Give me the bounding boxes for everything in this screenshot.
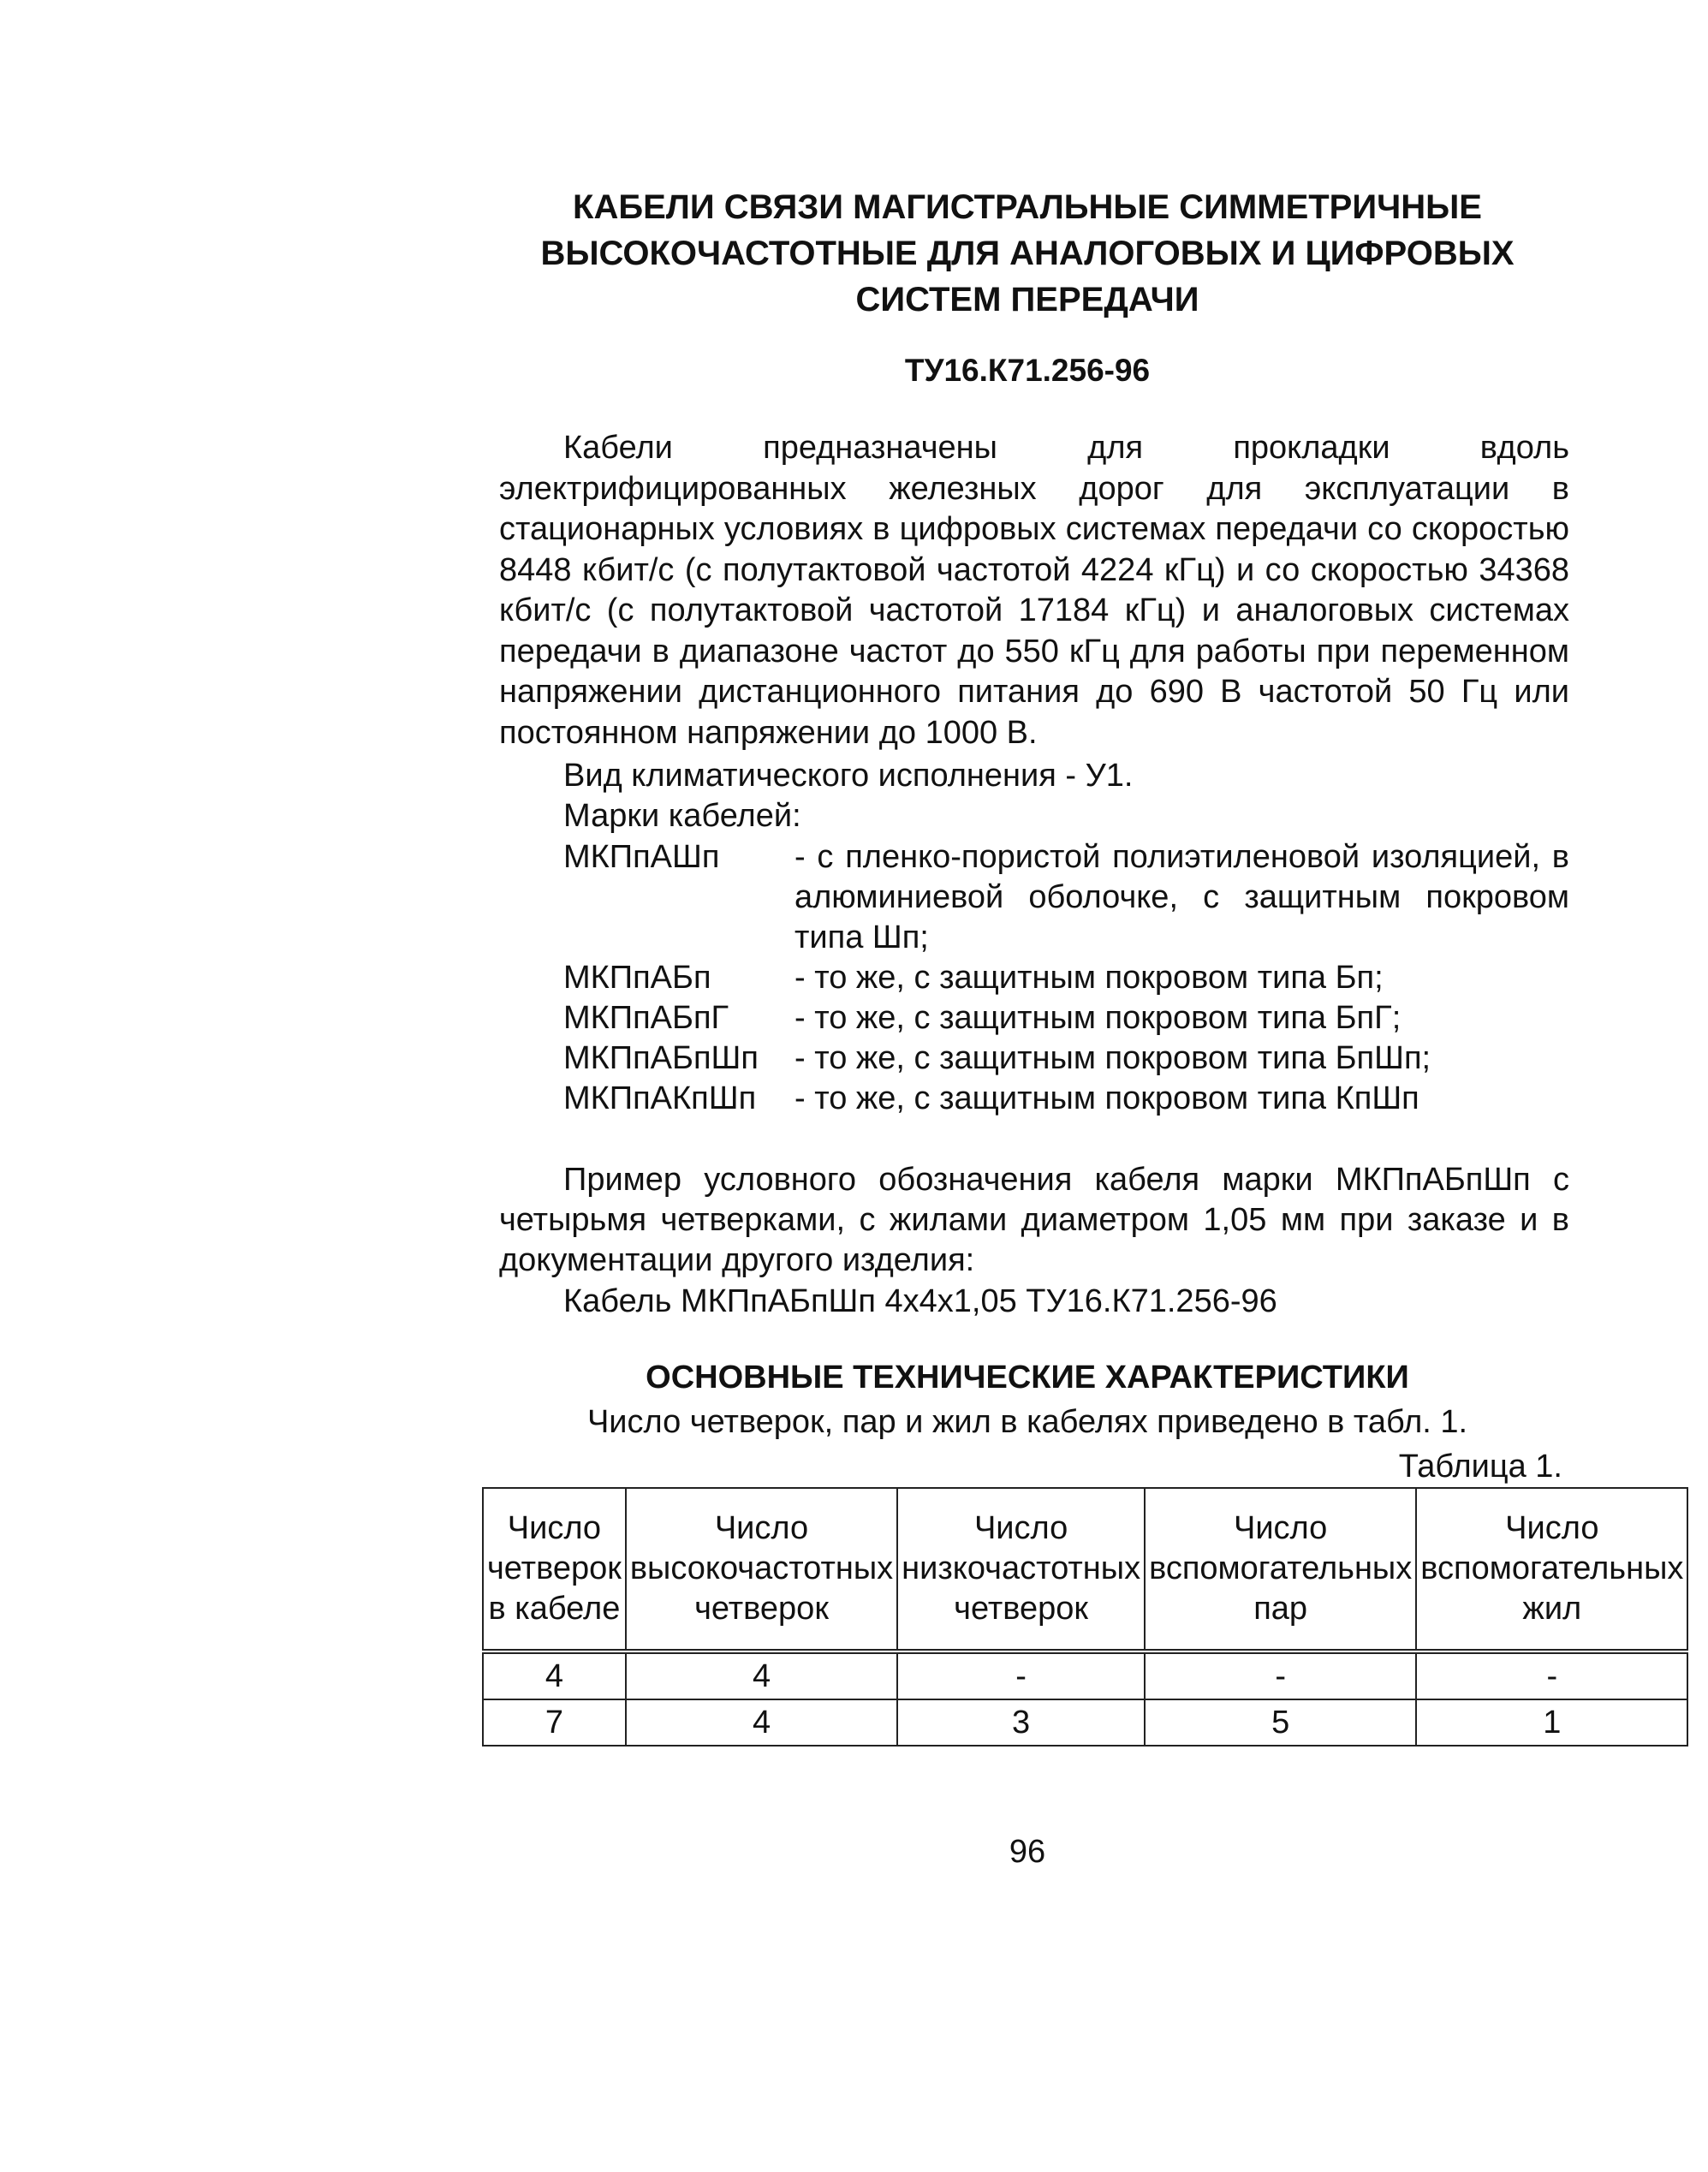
example-designation: Кабель МКПпАБпШп 4х4х1,05 ТУ16.К71.256-96 xyxy=(563,1283,1277,1319)
brand-item xyxy=(563,1038,1569,1079)
table-row xyxy=(483,1699,1687,1746)
brand-description: - то же, с защитным покровом типа БпШп; xyxy=(794,1040,1431,1076)
climate-line: Вид климатического исполнения - У1. xyxy=(563,758,1134,794)
table-header: Число высокочастотных четверок xyxy=(626,1488,897,1651)
table-cell: 4 xyxy=(483,1651,626,1699)
title-line: СИСТЕМ ПЕРЕДАЧИ xyxy=(855,281,1199,318)
spec-code: ТУ16.К71.256-96 xyxy=(904,353,1151,388)
table-row xyxy=(483,1651,1687,1699)
brand-code: МКПпАКпШп xyxy=(563,1080,757,1116)
table-cell: - xyxy=(897,1651,1145,1699)
brand-item xyxy=(563,998,1569,1038)
page-number: 96 xyxy=(1009,1834,1046,1870)
page-title xyxy=(479,184,1575,323)
brand-description: - то же, с защитным покровом типа Бп; xyxy=(794,960,1384,996)
intro-paragraph: Кабели предназначены для прокладки вдоль электрифицированных железных дорог для эксплуатации в стационарных условиях в цифровых системах передачи со скоростью 8448 кбит/с (с полутактовой частотой 4224 кГц) и со скоростью 34368 кбит/с (с полутактовой частотой 17184 кГц) и аналоговых системах передачи в диапазоне частот до 550 кГц для работы при переменном напряжении дистанционного питания до 690 В частотой 50 Гц или постоянном напряжении до 1000 В. xyxy=(499,430,1569,751)
brand-item xyxy=(563,958,1569,998)
table-cell: 4 xyxy=(626,1699,897,1746)
section-heading: ОСНОВНЫЕ ТЕХНИЧЕСКИЕ ХАРАКТЕРИСТИКИ xyxy=(646,1360,1409,1395)
brand-code: МКПпАБпГ xyxy=(563,1000,729,1036)
title-line: ВЫСОКОЧАСТОТНЫЕ ДЛЯ АНАЛОГОВЫХ И ЦИФРОВЫХ xyxy=(540,235,1515,272)
brand-list xyxy=(563,837,1569,1119)
table-header: Число четверок в кабеле xyxy=(483,1488,626,1651)
brand-item xyxy=(563,1079,1569,1119)
brand-code: МКПпАБпШп xyxy=(563,1040,759,1076)
brand-code: МКПпАБп xyxy=(563,960,711,996)
table-cell: - xyxy=(1416,1651,1687,1699)
example-paragraph: Пример условного обозначения кабеля марки МКПпАБпШп с четырьмя четверками, с жилами диаметром 1,05 мм при заказе и в документации другого изделия: xyxy=(499,1162,1569,1278)
specs-table xyxy=(482,1487,1688,1747)
brand-description: - то же, с защитным покровом типа БпГ; xyxy=(794,1000,1402,1036)
table-cell: 4 xyxy=(626,1651,897,1699)
brand-description: - то же, с защитным покровом типа КпШп xyxy=(794,1080,1419,1116)
table-header: Число низкочастотных четверок xyxy=(897,1488,1145,1651)
table-cell: 1 xyxy=(1416,1699,1687,1746)
table-note: Число четверок, пар и жил в кабелях приведено в табл. 1. xyxy=(586,1404,1468,1440)
brand-item xyxy=(563,837,1569,958)
table-cell: 3 xyxy=(897,1699,1145,1746)
brands-heading: Марки кабелей: xyxy=(563,798,801,834)
title-line: КАБЕЛИ СВЯЗИ МАГИСТРАЛЬНЫЕ СИММЕТРИЧНЫЕ xyxy=(573,188,1482,226)
table-header-row xyxy=(483,1488,1687,1651)
table-cell: 5 xyxy=(1145,1699,1416,1746)
table-header: Число вспомогательных жил xyxy=(1416,1488,1687,1651)
table-header: Число вспомогательных пар xyxy=(1145,1488,1416,1651)
table-caption: Таблица 1. xyxy=(1398,1449,1562,1485)
brand-code: МКПпАШп xyxy=(563,839,720,875)
brand-description: - с пленко-пористой полиэтиленовой изоляцией, в алюминиевой оболочке, с защитным покровом типа Шп; xyxy=(794,839,1569,955)
table-cell: - xyxy=(1145,1651,1416,1699)
table-cell: 7 xyxy=(483,1699,626,1746)
